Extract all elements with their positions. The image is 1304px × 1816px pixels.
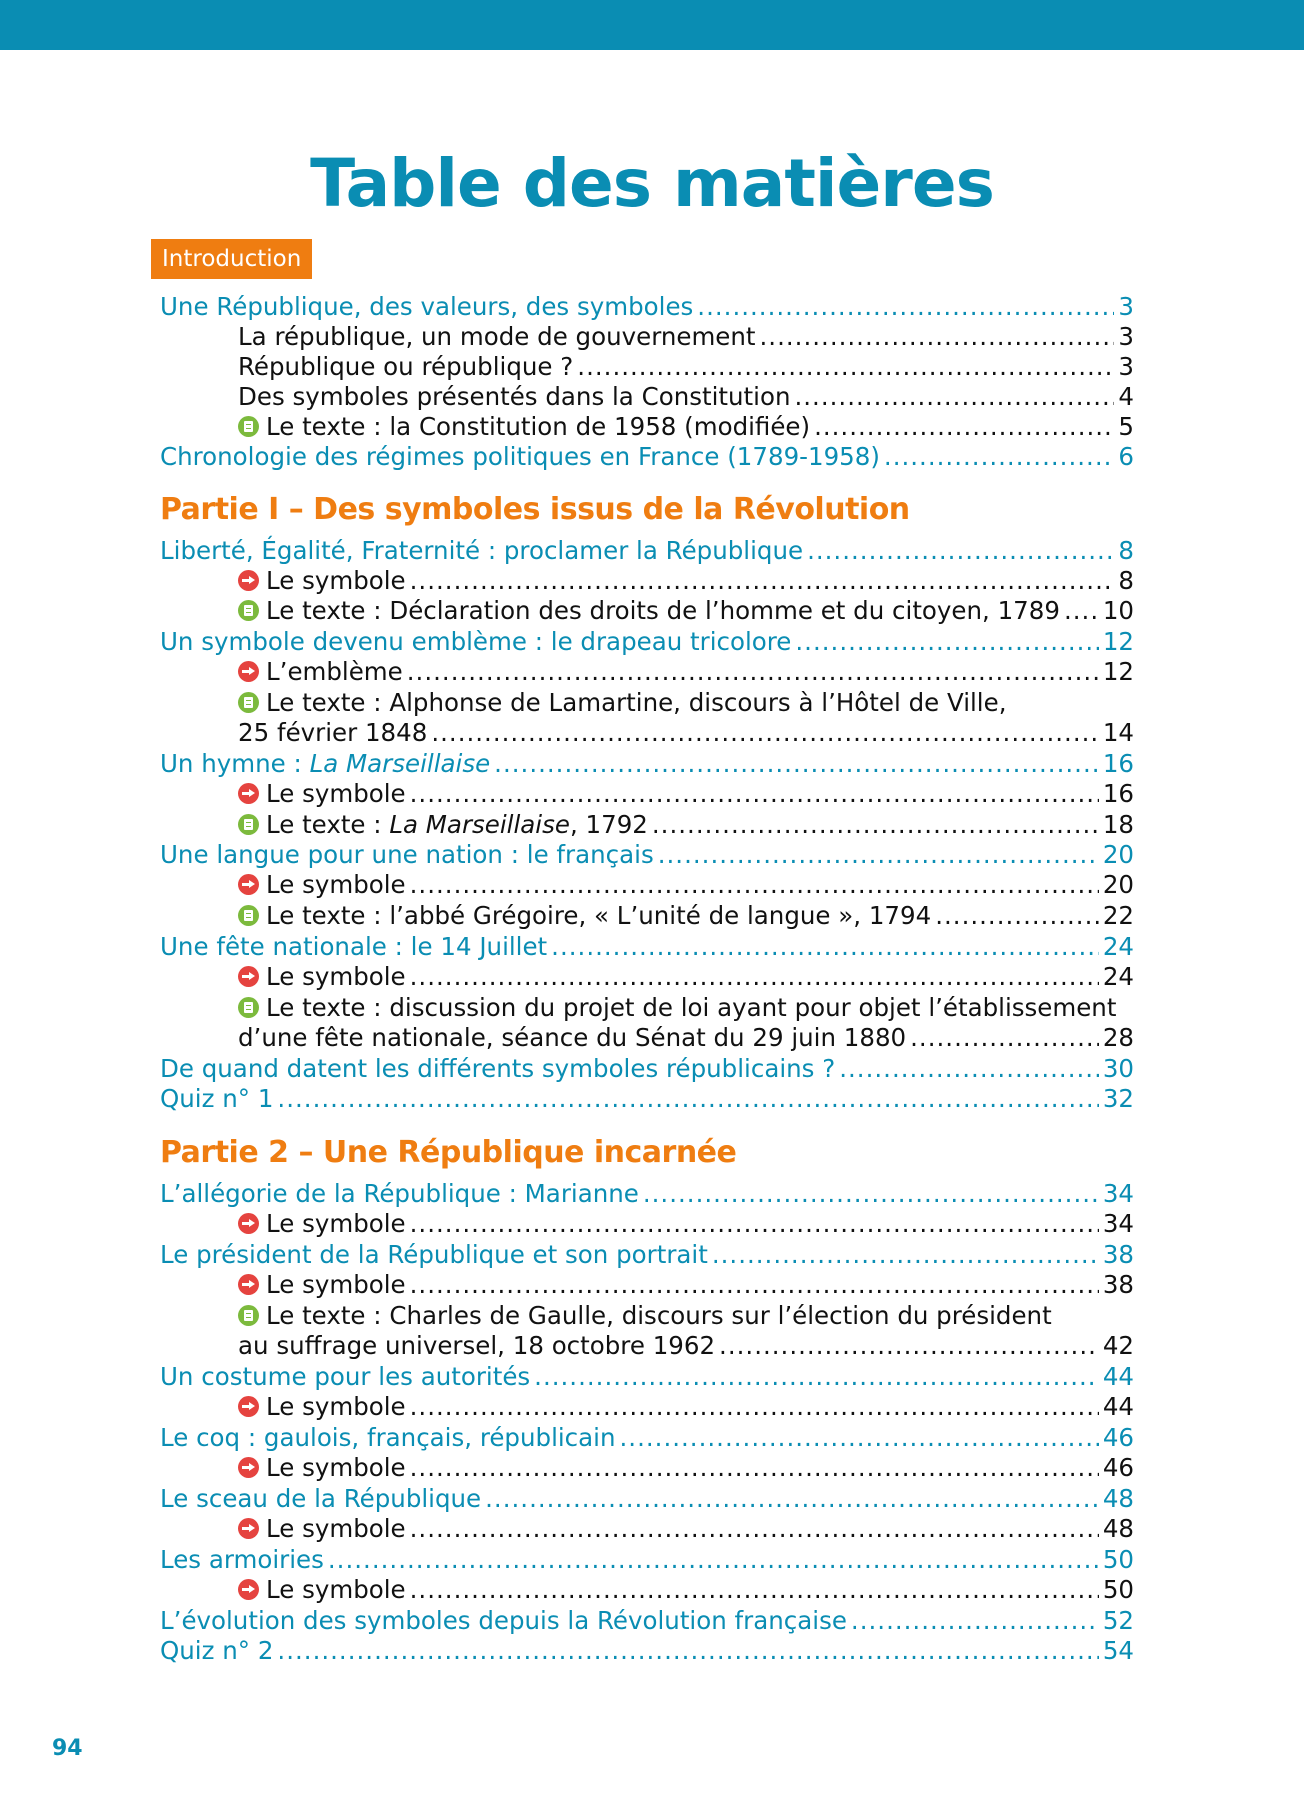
toc-entry-label: Le symbole (266, 779, 406, 808)
dot-leader (431, 718, 1098, 748)
dot-leader (410, 1514, 1099, 1544)
toc-entry[interactable] (160, 1240, 1134, 1270)
toc-entry[interactable] (238, 1392, 1134, 1422)
toc-entry[interactable] (238, 810, 1134, 840)
toc-entry-label: Le texte : discussion du projet de loi ayant pour objet l’établissement (266, 993, 1117, 1022)
dot-leader (494, 749, 1099, 779)
document-icon (238, 600, 259, 621)
part-heading-1: Partie I – Des symboles issus de la Révolution (160, 492, 910, 527)
toc-entry-label: Le texte : Alphonse de Lamartine, discours à l’Hôtel de Ville, (266, 688, 1007, 717)
dot-leader (410, 566, 1115, 596)
toc-entry[interactable] (238, 1209, 1134, 1239)
toc-entry-label: d’une fête nationale, séance du Sénat du 29 juin 1880 (238, 1023, 907, 1052)
top-banner (0, 0, 1304, 50)
toc-entry-page: 46 (1102, 1423, 1134, 1452)
toc-entry[interactable] (238, 718, 1134, 748)
toc-entry[interactable] (238, 657, 1134, 687)
dot-leader (795, 627, 1098, 657)
toc-entry[interactable] (238, 1301, 1052, 1331)
toc-entry[interactable] (160, 1362, 1134, 1392)
toc-entry-label: Le symbole (266, 566, 406, 595)
dot-leader (814, 412, 1114, 442)
toc-entry[interactable] (238, 901, 1134, 931)
toc-entry[interactable] (238, 1575, 1134, 1605)
toc-entry-page: 3 (1118, 352, 1134, 381)
dot-leader (839, 1054, 1099, 1084)
toc-entry-page: 48 (1102, 1514, 1134, 1543)
toc-entry-page: 44 (1102, 1392, 1134, 1421)
toc-entry-page: 10 (1102, 596, 1134, 625)
dot-leader (410, 1392, 1099, 1422)
toc-entry-label: Le président de la République et son portrait (160, 1240, 708, 1269)
document-icon (238, 692, 259, 713)
toc-entry-label: Quiz n° 1 (160, 1084, 274, 1113)
part-heading-2: Partie 2 – Une République incarnée (160, 1135, 737, 1170)
toc-entry-label: Le symbole (266, 870, 406, 899)
toc-entry-page: 54 (1102, 1636, 1134, 1665)
toc-entry-label: Quiz n° 2 (160, 1636, 274, 1665)
toc-entry-label: Le texte : Charles de Gaulle, discours sur l’élection du président (266, 1301, 1052, 1330)
toc-entry[interactable] (238, 1023, 1134, 1053)
toc-entry-label-suffix: , 1792 (569, 810, 648, 839)
toc-entry-label: Le symbole (266, 1514, 406, 1543)
toc-entry-label-italic: La Marseillaise (309, 749, 491, 778)
dot-leader (697, 292, 1114, 322)
toc-entry-label: L’emblème (266, 657, 403, 686)
toc-entry[interactable] (160, 932, 1134, 962)
toc-entry[interactable] (238, 993, 1116, 1023)
toc-entry-label: L’évolution des symboles depuis la Révolution française (160, 1606, 847, 1635)
toc-entry[interactable] (160, 1084, 1134, 1114)
toc-entry-label: De quand datent les différents symboles républicains ? (160, 1054, 836, 1083)
toc-entry[interactable] (238, 1453, 1134, 1483)
toc-entry-label: Chronologie des régimes politiques en France (1789-1958) (160, 442, 880, 471)
toc-entry-label: Le coq : gaulois, français, républicain (160, 1423, 616, 1452)
arrow-right-icon (238, 1396, 259, 1417)
toc-entry[interactable] (160, 442, 1134, 472)
dot-leader (577, 352, 1114, 382)
toc-entry-page: 20 (1102, 840, 1134, 869)
toc-entry-page: 22 (1102, 901, 1134, 930)
toc-entry-page: 20 (1102, 870, 1134, 899)
toc-entry-label: République ou république ? (238, 352, 574, 381)
dot-leader (410, 870, 1099, 900)
toc-entry-page: 8 (1118, 536, 1134, 565)
toc-entry-label: au suffrage universel, 18 octobre 1962 (238, 1331, 716, 1360)
page-title: Table des matières (310, 145, 994, 222)
toc-entry-label: Le symbole (266, 1209, 406, 1238)
toc-entry[interactable] (160, 840, 1134, 870)
dot-leader (712, 1240, 1099, 1270)
toc-entry[interactable] (160, 292, 1134, 322)
toc-entry[interactable] (160, 1545, 1134, 1575)
toc-entry[interactable] (238, 412, 1134, 442)
arrow-right-icon (238, 1274, 259, 1295)
section-badge-introduction: Introduction (151, 239, 312, 279)
dot-leader (794, 382, 1114, 412)
dot-leader (643, 1179, 1099, 1209)
dot-leader (652, 810, 1099, 840)
toc-entry[interactable] (160, 1179, 1134, 1209)
toc-entry-page: 3 (1118, 322, 1134, 351)
dot-leader (760, 322, 1115, 352)
dot-leader (807, 536, 1114, 566)
dot-leader (551, 932, 1099, 962)
toc-entry-page: 50 (1102, 1545, 1134, 1574)
toc-entry-page: 42 (1102, 1331, 1134, 1360)
toc-entry[interactable] (160, 1636, 1134, 1666)
toc-entry-page: 32 (1102, 1084, 1134, 1113)
toc-entry[interactable] (160, 1606, 1134, 1636)
toc-entry[interactable] (160, 1054, 1134, 1084)
toc-entry[interactable] (238, 352, 1134, 382)
toc-entry-page: 48 (1102, 1484, 1134, 1513)
toc-entry-page: 34 (1102, 1179, 1134, 1208)
toc-entry-label: Le texte : Déclaration des droits de l’homme et du citoyen, 1789 (266, 596, 1060, 625)
toc-entry[interactable] (238, 382, 1134, 412)
toc-entry-page: 34 (1102, 1209, 1134, 1238)
arrow-right-icon (238, 661, 259, 682)
toc-entry-label: Des symboles présentés dans la Constitution (238, 382, 791, 411)
toc-entry-label (266, 810, 648, 840)
document-icon (238, 416, 259, 437)
toc-entry[interactable] (160, 1423, 1134, 1453)
toc-entry-label: Une fête nationale : le 14 Juillet (160, 932, 548, 961)
toc-entry-label-italic: La Marseillaise (389, 810, 570, 839)
arrow-right-icon (238, 783, 259, 804)
toc-entry-page: 52 (1102, 1606, 1134, 1635)
dot-leader (534, 1362, 1099, 1392)
toc-entry[interactable] (160, 536, 1134, 566)
toc-entry-label: Un symbole devenu emblème : le drapeau tricolore (160, 627, 792, 656)
toc-entry-page: 12 (1102, 627, 1134, 656)
toc-entry-page: 50 (1102, 1575, 1134, 1604)
dot-leader (328, 1545, 1099, 1575)
dot-leader (485, 1484, 1099, 1514)
arrow-right-icon (238, 1579, 259, 1600)
toc-entry-label: Le symbole (266, 962, 406, 991)
dot-leader (910, 1023, 1099, 1053)
toc-entry-label: Le symbole (266, 1575, 406, 1604)
document-icon (238, 814, 259, 835)
arrow-right-icon (238, 966, 259, 987)
dot-leader (884, 442, 1115, 472)
toc-entry-page: 38 (1102, 1240, 1134, 1269)
dot-leader (410, 1575, 1099, 1605)
toc-entry-page: 24 (1102, 932, 1134, 961)
arrow-right-icon (238, 570, 259, 591)
toc-entry-label: Le symbole (266, 1270, 406, 1299)
toc-entry[interactable] (238, 688, 1006, 718)
toc-entry-page: 38 (1102, 1270, 1134, 1299)
arrow-right-icon (238, 1518, 259, 1539)
toc-entry-page: 3 (1118, 292, 1134, 321)
toc-entry[interactable] (238, 322, 1134, 352)
toc-entry-label-prefix: Le texte : (266, 810, 390, 839)
arrow-right-icon (238, 874, 259, 895)
toc-entry[interactable] (238, 962, 1134, 992)
toc-entry-page: 24 (1102, 962, 1134, 991)
toc-entry[interactable] (238, 1270, 1134, 1300)
toc-entry-label: Le symbole (266, 1453, 406, 1482)
dot-leader (410, 1453, 1099, 1483)
toc-entry-page: 12 (1102, 657, 1134, 686)
dot-leader (277, 1636, 1098, 1666)
toc-entry-label (160, 749, 490, 779)
dot-leader (410, 1270, 1099, 1300)
dot-leader (1064, 596, 1099, 626)
toc-entry-page: 16 (1102, 779, 1134, 808)
toc-entry[interactable] (160, 749, 1134, 779)
toc-entry-page: 46 (1102, 1453, 1134, 1482)
toc-entry[interactable] (238, 870, 1134, 900)
dot-leader (407, 657, 1099, 687)
toc-entry[interactable] (238, 779, 1134, 809)
dot-leader (410, 962, 1099, 992)
toc-entry-label: Liberté, Égalité, Fraternité : proclamer la République (160, 536, 804, 565)
dot-leader (935, 901, 1099, 931)
toc-entry[interactable] (238, 566, 1134, 596)
toc-entry-page: 28 (1102, 1023, 1134, 1052)
toc-entry-label: La république, un mode de gouvernement (238, 322, 756, 351)
toc-entry-label: Une République, des valeurs, des symboles (160, 292, 694, 321)
toc-entry-page: 8 (1118, 566, 1134, 595)
toc-entry[interactable] (160, 1484, 1134, 1514)
document-icon (238, 997, 259, 1018)
dot-leader (851, 1606, 1099, 1636)
toc-entry-page: 14 (1102, 718, 1134, 747)
dot-leader (620, 1423, 1099, 1453)
toc-entry-label: Le texte : la Constitution de 1958 (modifiée) (266, 412, 811, 441)
toc-entry-label: Un costume pour les autorités (160, 1362, 531, 1391)
dot-leader (658, 840, 1099, 870)
toc-entry-label: Le sceau de la République (160, 1484, 482, 1513)
toc-entry-page: 16 (1102, 749, 1134, 778)
arrow-right-icon (238, 1457, 259, 1478)
toc-entry[interactable] (238, 1514, 1134, 1544)
dot-leader (277, 1084, 1098, 1114)
document-icon (238, 1305, 259, 1326)
toc-entry-label: Les armoiries (160, 1545, 324, 1574)
toc-entry-page: 5 (1118, 412, 1134, 441)
toc-entry-page: 30 (1102, 1054, 1134, 1083)
toc-entry-page: 4 (1118, 382, 1134, 411)
document-icon (238, 905, 259, 926)
toc-entry-label: 25 février 1848 (238, 718, 428, 747)
dot-leader (410, 779, 1099, 809)
toc-entry-label: Le texte : l’abbé Grégoire, « L’unité de langue », 1794 (266, 901, 932, 930)
toc-entry[interactable] (238, 596, 1134, 626)
dot-leader (719, 1331, 1099, 1361)
toc-entry-page: 6 (1118, 442, 1134, 471)
toc-entry-label: Une langue pour une nation : le français (160, 840, 654, 869)
toc-entry-label: Le symbole (266, 1392, 406, 1421)
toc-entry-label-prefix: Un hymne : (160, 749, 310, 778)
toc-entry[interactable] (238, 1331, 1134, 1361)
toc-entry-page: 44 (1102, 1362, 1134, 1391)
toc-entry-label: L’allégorie de la République : Marianne (160, 1179, 639, 1208)
toc-entry[interactable] (160, 627, 1134, 657)
dot-leader (410, 1209, 1099, 1239)
toc-entry-page: 18 (1102, 810, 1134, 839)
page-number: 94 (52, 1736, 83, 1761)
arrow-right-icon (238, 1213, 259, 1234)
